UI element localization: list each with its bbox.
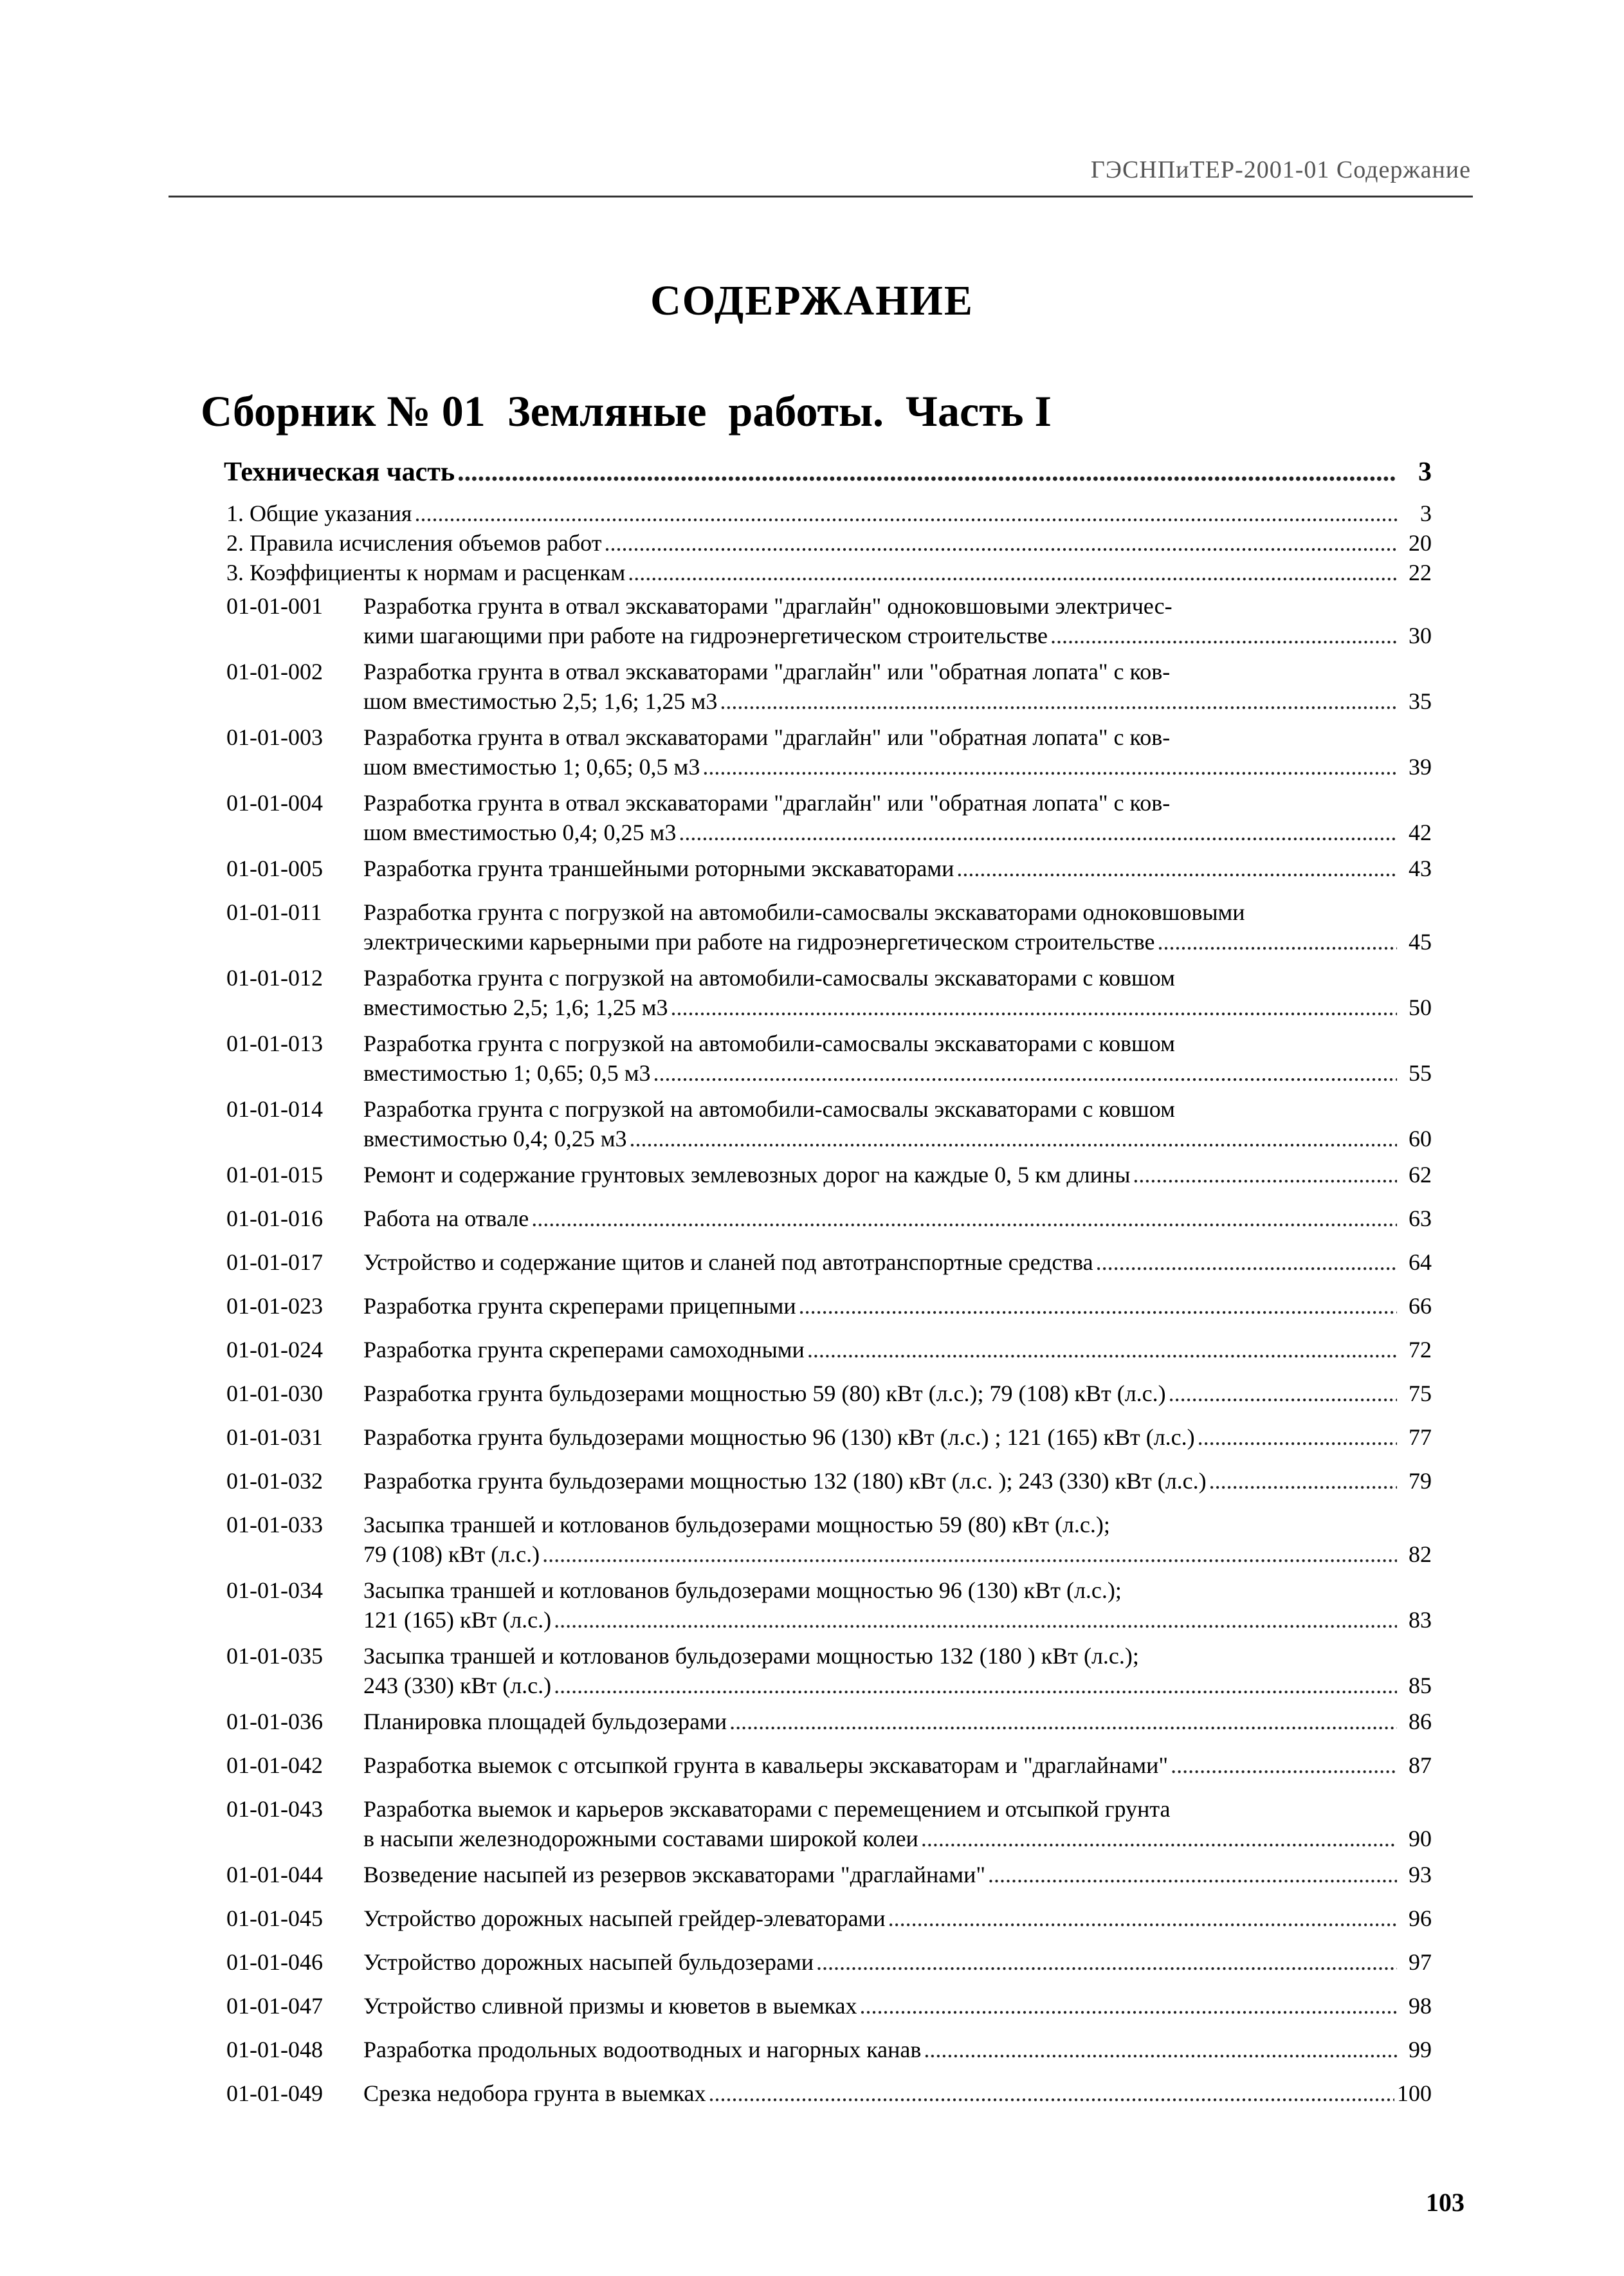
entry-code: 01-01-013 [226, 1031, 323, 1056]
entry-page-number: 43 [1409, 856, 1432, 881]
entry-text: Разработка грунта бульдозерами мощностью 96 (130) кВт (л.с.) ; 121 (165) кВт (л.с.) [363, 1424, 1195, 1450]
entry-page-number: 90 [1409, 1826, 1432, 1851]
dot-leader [630, 1124, 1398, 1153]
dot-leader [729, 1707, 1397, 1736]
entry-text: Устройство и содержание щитов и сланей под автотранспортные средства [363, 1249, 1093, 1275]
entry-code: 01-01-012 [226, 965, 323, 991]
entry-page-number: 82 [1409, 1541, 1432, 1567]
entry-page-number: 96 [1409, 1905, 1432, 1931]
entry-page-number: 98 [1409, 1993, 1432, 2019]
dot-leader [1169, 1379, 1397, 1408]
dot-leader [956, 854, 1397, 883]
entry-text: вместимостью 1; 0,65; 0,5 м3 [363, 1060, 651, 1086]
entry-code: 01-01-005 [226, 856, 323, 881]
entry-code: 01-01-046 [226, 1949, 323, 1975]
entry-code: 01-01-036 [226, 1709, 323, 1734]
dot-leader [628, 558, 1397, 587]
entry-text: Разработка грунта бульдозерами мощностью 59 (80) кВт (л.с.); 79 (108) кВт (л.с.) [363, 1381, 1166, 1406]
entry-page-number: 20 [1409, 530, 1432, 556]
entry-text: вместимостью 0,4; 0,25 м3 [363, 1126, 627, 1152]
dot-leader [653, 1059, 1397, 1087]
entry-text: Разработка грунта с погрузкой на автомобили-самосвалы экскаваторами с ковшом [363, 1096, 1175, 1122]
entry-text: Разработка грунта в отвал экскаваторами "драглайн" или "обратная лопата" с ков- [363, 724, 1171, 750]
entry-code: 01-01-030 [226, 1381, 323, 1406]
entry-text: Разработка грунта в отвал экскаваторами "драглайн" или "обратная лопата" с ков- [363, 790, 1171, 816]
dot-leader [702, 753, 1397, 781]
entry-code: 01-01-044 [226, 1862, 323, 1887]
dot-leader [554, 1671, 1397, 1700]
entry-page-number: 99 [1409, 2037, 1432, 2062]
entry-code: 01-01-033 [226, 1512, 323, 1537]
entry-page-number: 79 [1409, 1468, 1432, 1494]
dot-leader [860, 1992, 1397, 2020]
entry-text: Засыпка траншей и котлованов бульдозерами мощностью 132 (180 ) кВт (л.с.); [363, 1643, 1139, 1669]
entry-code: 01-01-034 [226, 1577, 323, 1603]
entry-text: в насыпи железнодорожными составами широкой колеи [363, 1826, 918, 1851]
technical-part-label: Техническая часть [224, 457, 455, 487]
entry-page-number: 93 [1409, 1862, 1432, 1887]
entry-page-number: 72 [1409, 1337, 1432, 1363]
dot-leader [554, 1606, 1397, 1634]
entry-text: 2. Правила исчисления объемов работ [226, 530, 602, 556]
dot-leader [1209, 1467, 1397, 1495]
entry-page-number: 60 [1409, 1126, 1432, 1152]
entry-page-number: 66 [1409, 1293, 1432, 1319]
dot-leader [921, 1824, 1397, 1853]
entry-text: Разработка грунта с погрузкой на автомобили-самосвалы экскаваторами одноковшовыми [363, 899, 1245, 925]
entry-page-number: 42 [1409, 820, 1432, 845]
entry-text: шом вместимостью 1; 0,65; 0,5 м3 [363, 754, 700, 780]
page-number: 103 [1426, 2188, 1464, 2217]
dot-leader [720, 687, 1397, 715]
entry-code: 01-01-043 [226, 1796, 323, 1822]
entry-text: Срезка недобора грунта в выемках [363, 2080, 706, 2106]
collection-title: Сборник № 01 Земляные работы. Часть I [201, 387, 1052, 436]
entry-text: Разработка грунта скреперами самоходными [363, 1337, 805, 1363]
entry-text: Разработка грунта траншейными роторными экскаваторами [363, 856, 954, 881]
dot-leader [604, 529, 1397, 557]
entry-text: Работа на отвале [363, 1206, 529, 1231]
dot-leader [542, 1540, 1397, 1568]
entry-code: 01-01-001 [226, 593, 323, 619]
entry-code: 01-01-002 [226, 659, 323, 684]
entry-text: Разработка выемок и карьеров экскаваторами с перемещением и отсыпкой грунта [363, 1796, 1171, 1822]
entry-text: Разработка грунта в отвал экскаваторами "драглайн" или "обратная лопата" с ков- [363, 659, 1171, 684]
entry-page-number: 97 [1409, 1949, 1432, 1975]
dot-leader [807, 1335, 1397, 1364]
entry-page-number: 22 [1409, 560, 1432, 585]
dot-leader [1171, 1751, 1397, 1779]
entry-code: 01-01-016 [226, 1206, 323, 1231]
entry-text: Разработка грунта с погрузкой на автомобили-самосвалы экскаваторами с ковшом [363, 1031, 1175, 1056]
entry-page-number: 50 [1409, 995, 1432, 1020]
entry-text: Ремонт и содержание грунтовых землевозных дорог на каждые 0, 5 км длины [363, 1162, 1131, 1188]
entry-page-number: 87 [1409, 1752, 1432, 1778]
entry-page-number: 75 [1409, 1381, 1432, 1406]
entry-text: Разработка грунта бульдозерами мощностью 132 (180) кВт (л.с. ); 243 (330) кВт (л.с.) [363, 1468, 1207, 1494]
dot-leader [709, 2079, 1394, 2107]
entry-code: 01-01-011 [226, 899, 322, 925]
entry-text: Планировка площадей бульдозерами [363, 1709, 727, 1734]
entry-code: 01-01-035 [226, 1643, 323, 1669]
dot-leader [1096, 1248, 1397, 1276]
dot-leader [671, 993, 1397, 1022]
dot-leader [799, 1292, 1397, 1320]
entry-code: 01-01-048 [226, 2037, 323, 2062]
dot-leader [1133, 1161, 1397, 1189]
entry-page-number: 83 [1409, 1607, 1432, 1633]
dot-leader [816, 1948, 1397, 1976]
dot-leader [924, 2035, 1397, 2064]
entry-text: Разработка грунта скреперами прицепными [363, 1293, 796, 1319]
entry-text: электрическими карьерными при работе на гидроэнергетическом строительстве [363, 929, 1155, 955]
page-title: СОДЕРЖАНИЕ [650, 277, 974, 324]
entry-page-number: 63 [1409, 1206, 1432, 1231]
entry-text: шом вместимостью 0,4; 0,25 м3 [363, 820, 677, 845]
entry-page-number: 3 [1420, 500, 1432, 526]
entry-text: 1. Общие указания [226, 500, 412, 526]
dot-leader [457, 458, 1397, 486]
entry-code: 01-01-014 [226, 1096, 323, 1122]
dot-leader [988, 1860, 1397, 1889]
entry-text: шом вместимостью 2,5; 1,6; 1,25 м3 [363, 688, 718, 714]
running-header: ГЭСНПиТЕР-2001-01 Содержание [1090, 156, 1471, 183]
entry-text: вместимостью 2,5; 1,6; 1,25 м3 [363, 995, 668, 1020]
entry-text: Разработка выемок с отсыпкой грунта в кавальеры экскаваторам и "драглайнами" [363, 1752, 1169, 1778]
entry-text: Разработка грунта с погрузкой на автомобили-самосвалы экскаваторами с ковшом [363, 965, 1175, 991]
entry-text: Устройство дорожных насыпей бульдозерами [363, 1949, 814, 1975]
entry-page-number: 86 [1409, 1709, 1432, 1734]
entry-page-number: 30 [1409, 623, 1432, 648]
entry-page-number: 45 [1409, 929, 1432, 955]
entry-code: 01-01-042 [226, 1752, 323, 1778]
entry-code: 01-01-049 [226, 2080, 323, 2106]
entry-text: Устройство дорожных насыпей грейдер-элеваторами [363, 1905, 886, 1931]
dot-leader [1050, 621, 1397, 650]
entry-text: Засыпка траншей и котлованов бульдозерами мощностью 59 (80) кВт (л.с.); [363, 1512, 1110, 1537]
entry-text: Разработка продольных водоотводных и нагорных канав [363, 2037, 922, 2062]
entry-page-number: 55 [1409, 1060, 1432, 1086]
entry-code: 01-01-047 [226, 1993, 323, 2019]
entry-page-number: 100 [1397, 2080, 1432, 2106]
entry-code: 01-01-045 [226, 1905, 323, 1931]
entry-page-number: 35 [1409, 688, 1432, 714]
entry-text: 3. Коэффициенты к нормам и расценкам [226, 560, 626, 585]
entry-text: Устройство сливной призмы и кюветов в выемках [363, 1993, 857, 2019]
entry-page-number: 85 [1409, 1673, 1432, 1698]
entry-text: Возведение насыпей из резервов экскаваторами "драглайнами" [363, 1862, 986, 1887]
entry-code: 01-01-032 [226, 1468, 323, 1494]
dot-leader [1158, 928, 1397, 956]
dot-leader [1198, 1423, 1397, 1451]
entry-page-number: 77 [1409, 1424, 1432, 1450]
entry-text: Засыпка траншей и котлованов бульдозерами мощностью 96 (130) кВт (л.с.); [363, 1577, 1122, 1603]
entry-code: 01-01-004 [226, 790, 323, 816]
entry-code: 01-01-003 [226, 724, 323, 750]
entry-text: 79 (108) кВт (л.с.) [363, 1541, 540, 1567]
entry-code: 01-01-023 [226, 1293, 323, 1319]
header-rule [169, 196, 1473, 197]
entry-page-number: 39 [1409, 754, 1432, 780]
entry-code: 01-01-031 [226, 1424, 323, 1450]
dot-leader [531, 1204, 1397, 1233]
entry-code: 01-01-015 [226, 1162, 323, 1188]
entry-page-number: 64 [1409, 1249, 1432, 1275]
entry-text: кими шагающими при работе на гидроэнергетическом строительстве [363, 623, 1048, 648]
technical-part-page: 3 [1418, 457, 1432, 487]
entry-text: Разработка грунта в отвал экскаваторами "драглайн" одноковшовыми электричес- [363, 593, 1172, 619]
entry-code: 01-01-017 [226, 1249, 323, 1275]
entry-code: 01-01-024 [226, 1337, 323, 1363]
entry-page-number: 62 [1409, 1162, 1432, 1188]
dot-leader [888, 1904, 1397, 1932]
dot-leader [679, 818, 1397, 847]
entry-text: 243 (330) кВт (л.с.) [363, 1673, 552, 1698]
entry-text: 121 (165) кВт (л.с.) [363, 1607, 552, 1633]
dot-leader [415, 499, 1398, 528]
